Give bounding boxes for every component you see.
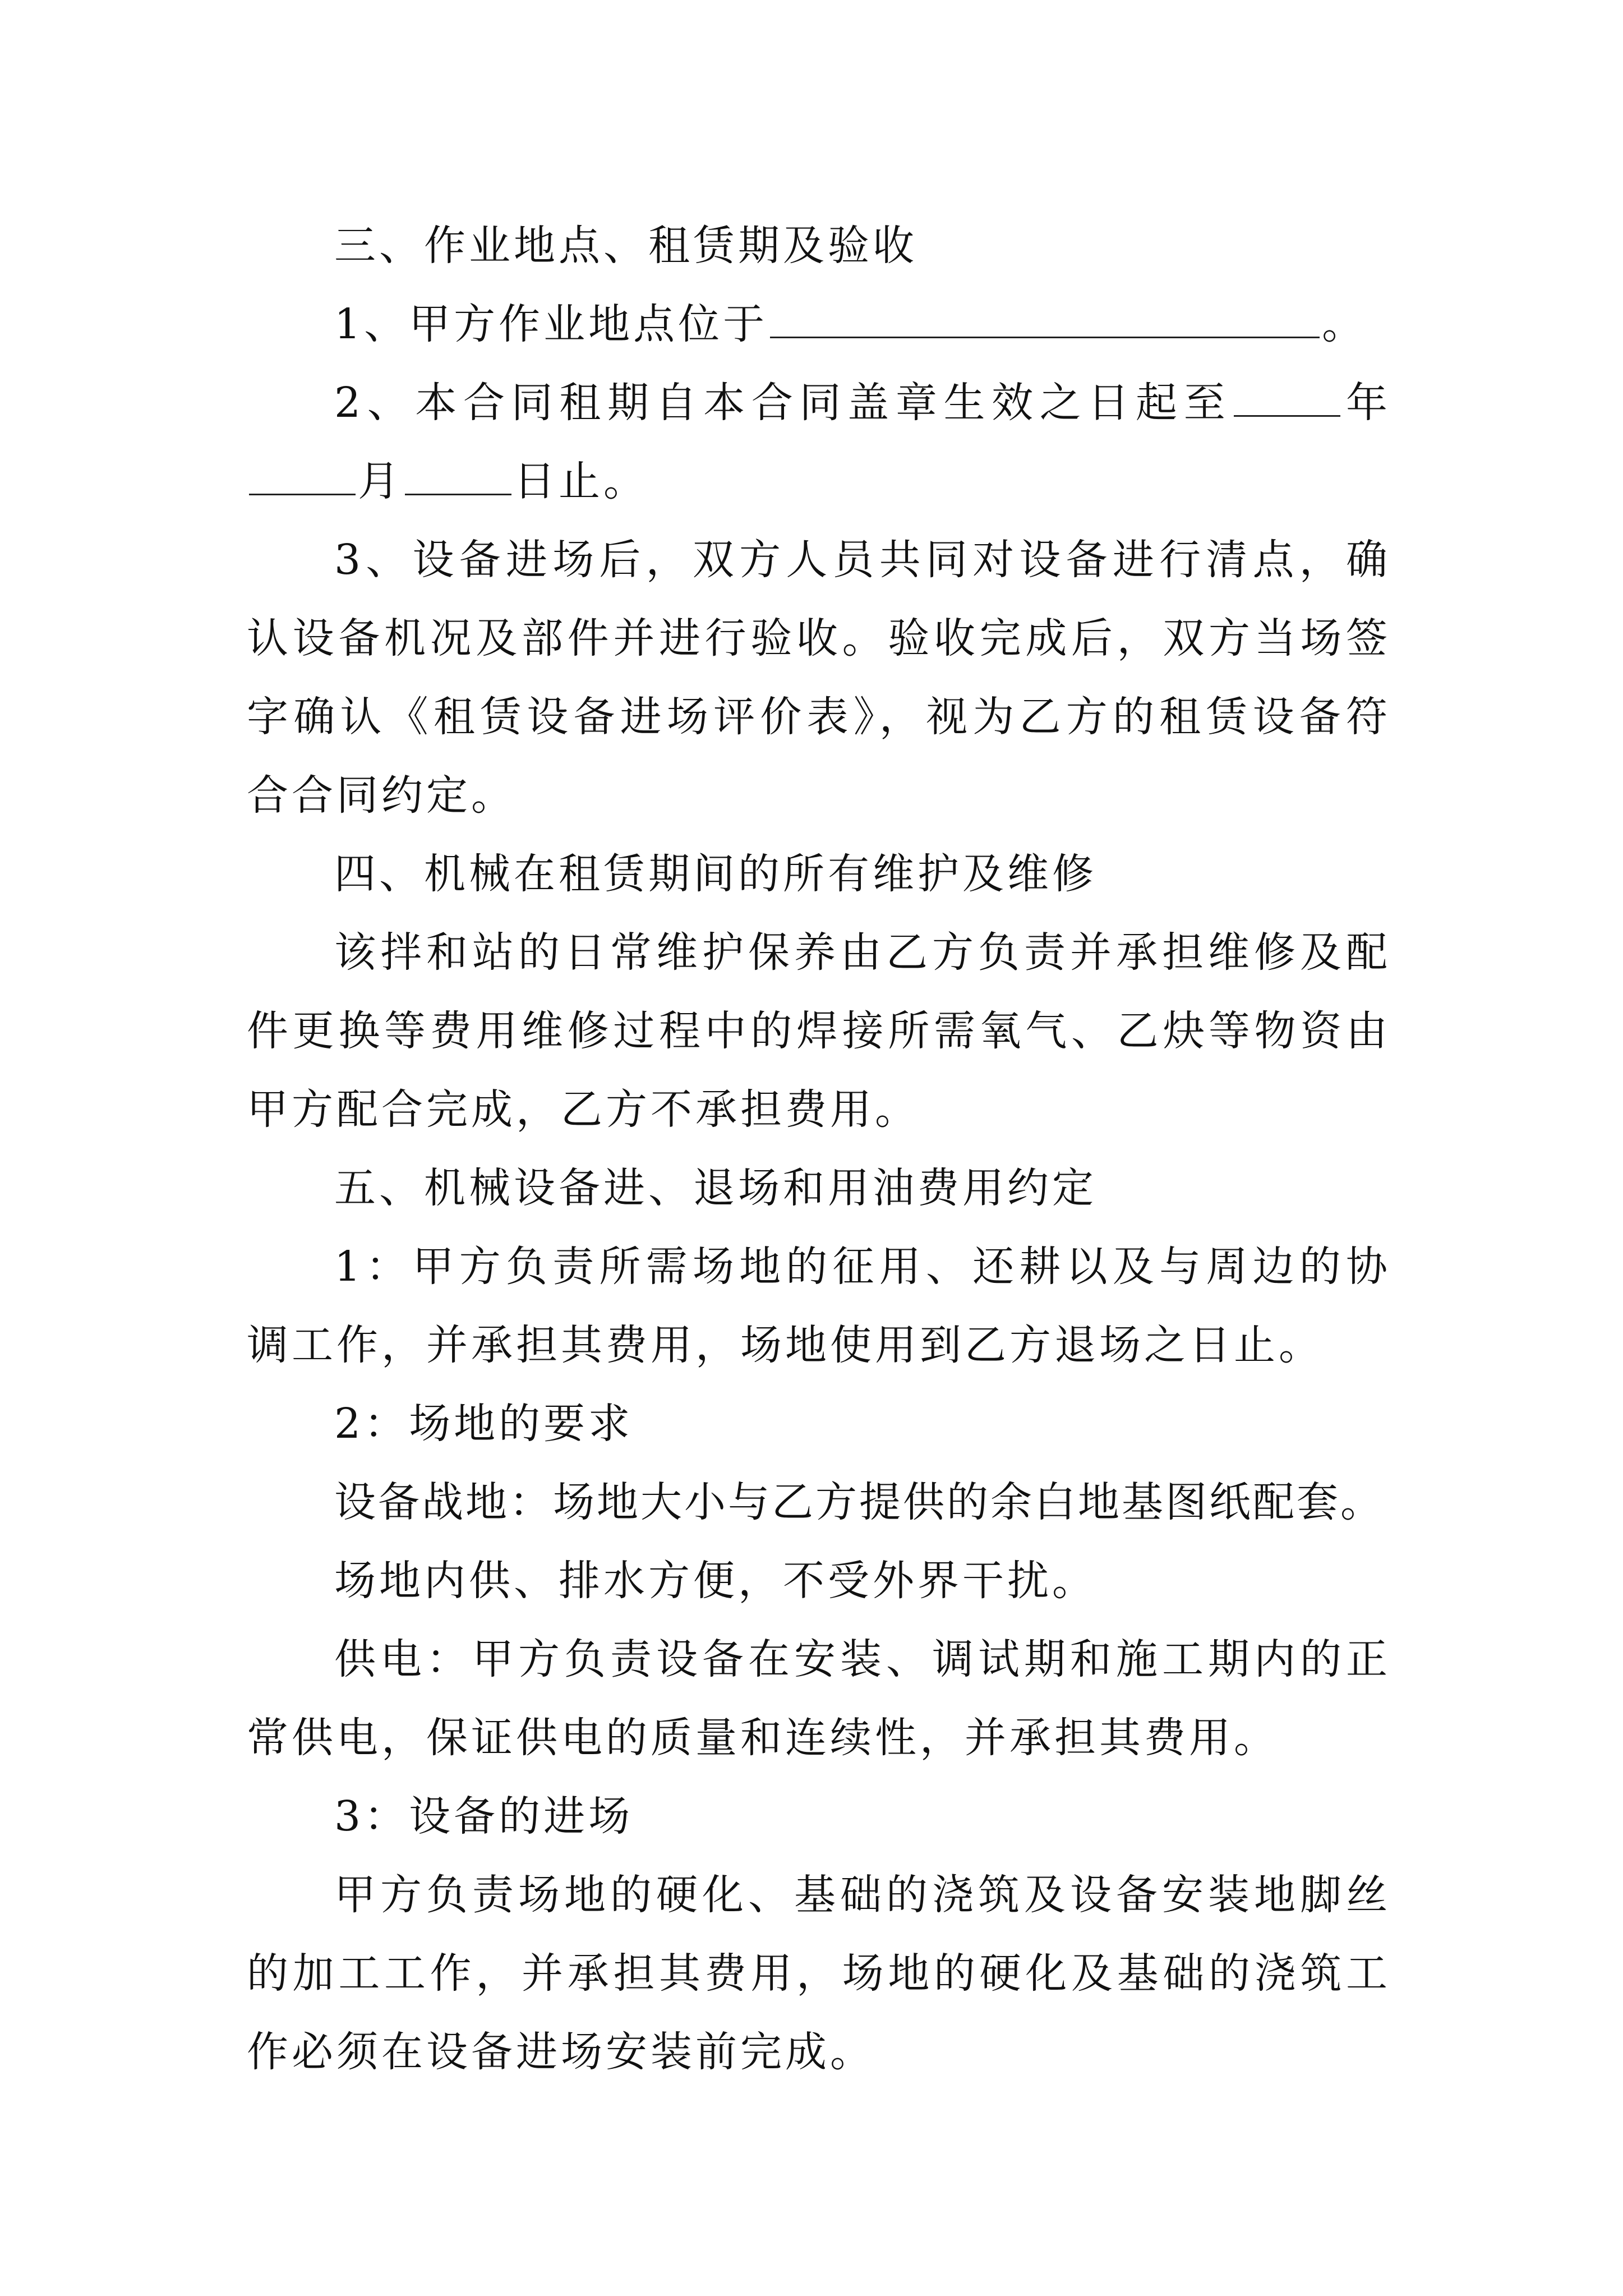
section-5-item-2-line-2: 场地内供、排水方便，不受外界干扰。 (334, 1557, 1097, 1605)
section-4-body: 该拌和站的日常维护保养由乙方负责并承担维修及配件更换等费用维修过程中的焊接所需氧气、乙炔等物资由甲方配合完成，乙方不承担费用。 (247, 928, 1391, 1134)
section-5-item-1: 1：甲方负责所需场地的征用、还耕以及与周边的协调工作，并承担其费用，场地使用到乙方退场之日止。 (247, 1243, 1391, 1369)
day-blank (405, 452, 511, 495)
month-blank (249, 452, 356, 495)
section-3-item-1-text: 1、甲方作业地点位于 (334, 300, 768, 348)
section-3-item-1-end: 。 (1322, 300, 1367, 348)
month-label: 月 (358, 457, 403, 505)
section-5-item-3-heading: 3：设备的进场 (334, 1792, 634, 1841)
section-3-item-2 (247, 364, 1391, 521)
section-5-heading: 五、机械设备进、退场和用油费用约定 (334, 1164, 1097, 1212)
section-3-item-3: 3、设备进场后，双方人员共同对设备进行清点，确认设备机况及部件并进行验收。验收完成后，双方当场签字确认《租赁设备进场评价表》，视为乙方的租赁设备符合合同约定。 (247, 536, 1391, 820)
section-5-item-2-line-1: 设备战地：场地大小与乙方提供的余白地基图纸配套。 (334, 1478, 1384, 1526)
day-end-label: 日止。 (514, 457, 648, 505)
section-5-item-2-line-3: 供电：甲方负责设备在安装、调试期和施工期内的正常供电，保证供电的质量和连续性，并承担其费用。 (247, 1635, 1391, 1762)
year-label: 年 (1343, 379, 1391, 427)
section-3-heading: 三、作业地点、租赁期及验收 (334, 222, 917, 270)
section-4-heading: 四、机械在租赁期间的所有维护及维修 (334, 850, 1097, 898)
section-3-item-2-text: 2、本合同租期自本合同盖章生效之日起至 (334, 379, 1232, 427)
year-blank (1234, 374, 1340, 417)
section-3-item-1 (247, 285, 1391, 364)
location-blank (770, 295, 1320, 338)
section-5-item-2-heading: 2：场地的要求 (334, 1400, 634, 1448)
section-5-item-3-body: 甲方负责场地的硬化、基础的浇筑及设备安装地脚丝的加工工作，并承担其费用，场地的硬化及基础的浇筑工作必须在设备进场安装前完成。 (247, 1871, 1391, 2076)
document-body (247, 206, 1391, 2091)
